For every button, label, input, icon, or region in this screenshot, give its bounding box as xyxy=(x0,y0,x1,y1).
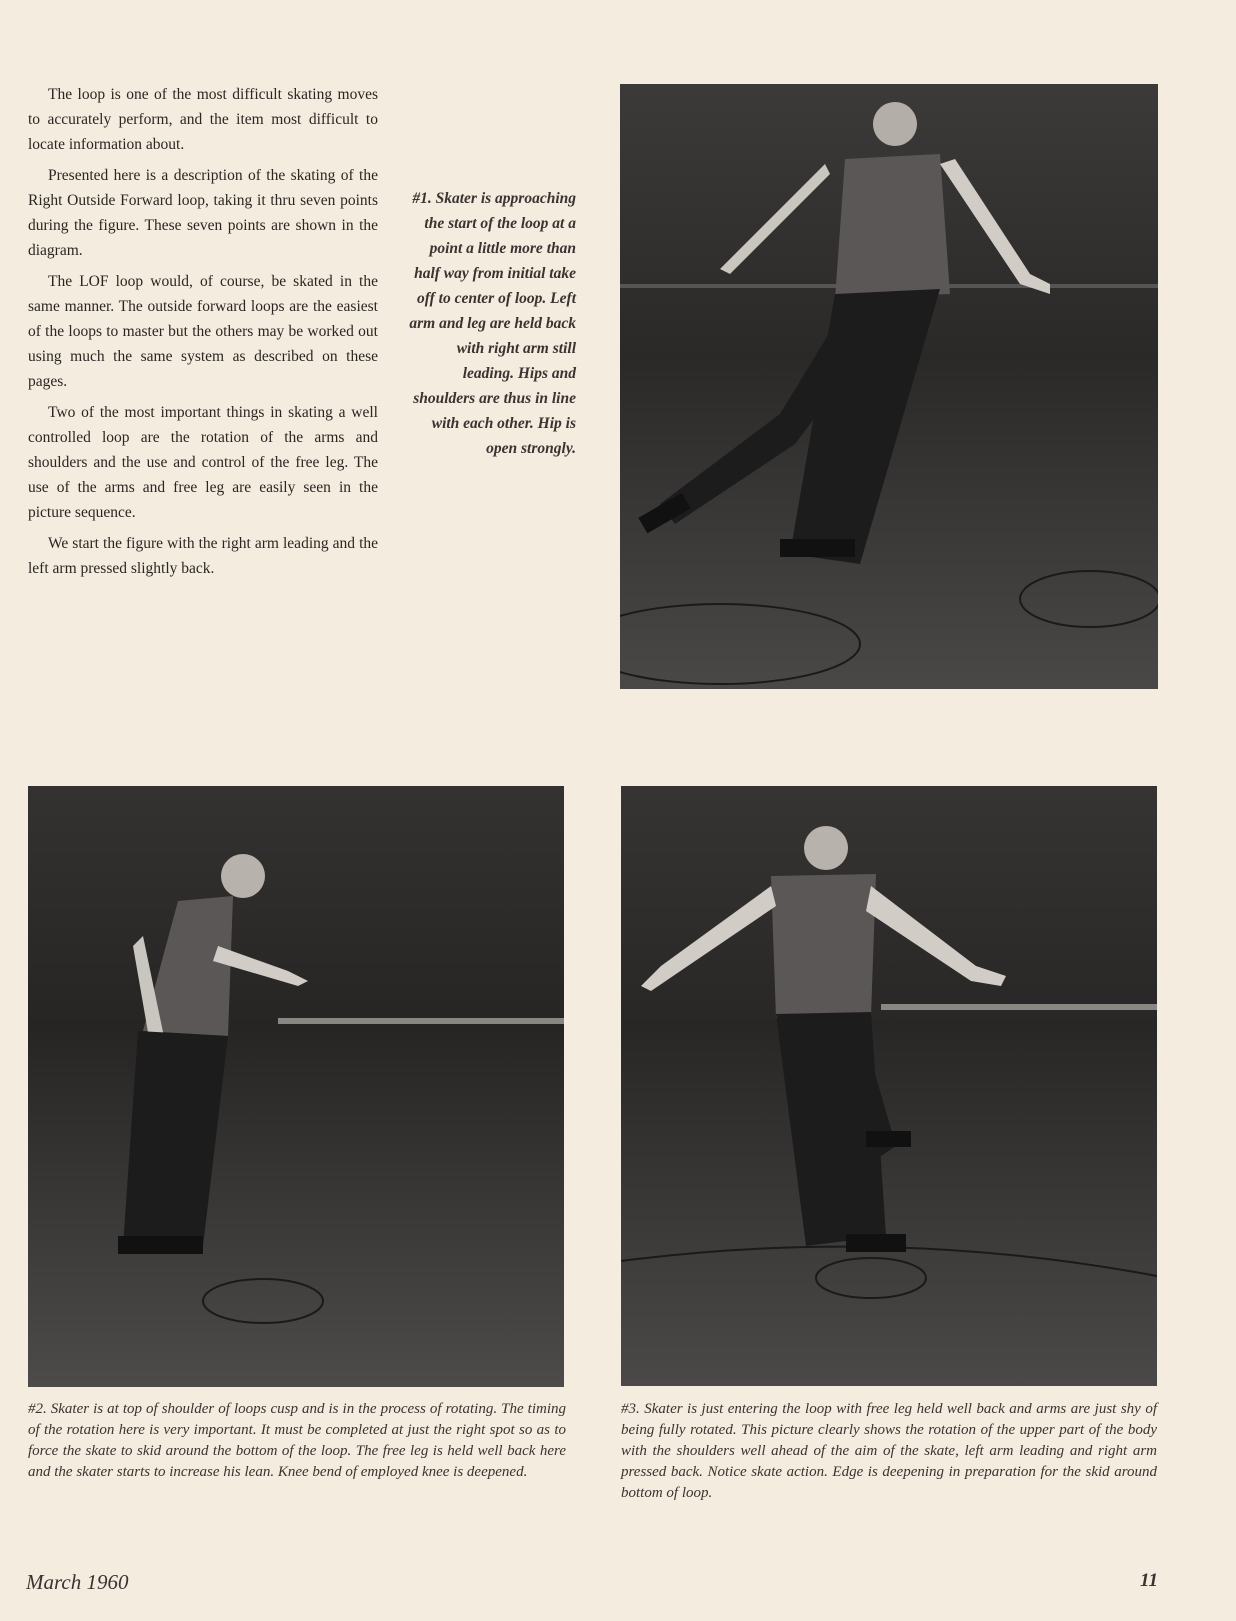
body-paragraph: The loop is one of the most difficult skating moves to accurately perform, and the item most difficult to locate information about. xyxy=(28,86,378,153)
body-paragraph: We start the figure with the right arm leading and the left arm pressed slightly back. xyxy=(28,535,378,577)
photo-3-caption: #3. Skater is just entering the loop with free leg held well back and arms are just shy of being fully rotated. This picture clearly shows the rotation of the upper part of the body with the shoulders well ahead of the aim of the skate, left arm leading and right arm pressed back. Notice skate action. Edge is deepening in preparation for the skid around bottom of loop. xyxy=(621,1401,1157,1501)
page-number: 11 xyxy=(1140,1570,1158,1591)
photo-2-caption: #2. Skater is at top of shoulder of loops cusp and is in the process of rotating. The timing of the rotation here is very important. It must be completed at just the right spot so as to force the skate to skid around the bottom of the loop. The free leg is held well back here and the skater starts to increase his lean. Knee bend of employed knee is deepened. xyxy=(28,1401,566,1480)
photo-3-skater-entering-loop xyxy=(621,786,1157,1386)
body-paragraph: Two of the most important things in skating a well controlled loop are the rotation of the arms and shoulders and the use and control of the free leg. The use of the arms and free leg are easily seen in the picture sequence. xyxy=(28,404,378,521)
photo-1-caption: #1. Skater is approaching the start of the loop at a point a little more than half way from initial take off to center of loop. Left arm and leg are held back with right arm still leading. Hips and shoulders are thus in line with each other. Hip is open strongly. xyxy=(409,190,576,457)
photo-1-skater-approaching xyxy=(620,84,1158,689)
issue-date: March 1960 xyxy=(26,1570,129,1594)
body-paragraph: The LOF loop would, of course, be skated in the same manner. The outside forward loops are the easiest of the loops to master but the others may be worked out using much the same system as described on these pages. xyxy=(28,273,378,390)
article-body xyxy=(28,82,378,587)
body-paragraph: Presented here is a description of the skating of the Right Outside Forward loop, taking it thru seven points during the figure. These seven points are shown in the diagram. xyxy=(28,167,378,259)
photo-2-skater-rotating xyxy=(28,786,564,1387)
